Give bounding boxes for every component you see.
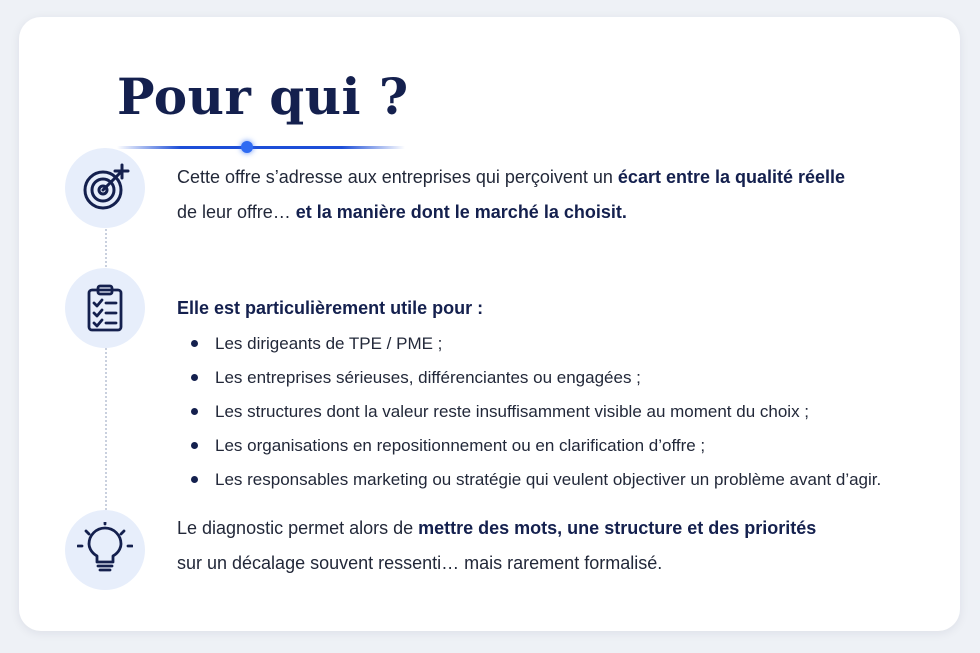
lightbulb-icon — [77, 522, 133, 578]
intro-text-2: de leur offre… — [177, 202, 296, 222]
intro-paragraph — [177, 160, 937, 230]
list-item — [189, 361, 881, 395]
bullet-dot — [191, 408, 198, 415]
list-item-text: Les responsables marketing ou stratégie qui veulent objectiver un problème avant d’agir. — [215, 470, 882, 489]
conclusion-paragraph — [177, 511, 937, 581]
list-item-text: Les organisations en repositionnement ou en clarification d’offre ; — [215, 436, 706, 455]
conclusion-text-2: sur un décalage souvent ressenti… mais rarement formalisé. — [177, 553, 663, 573]
list-item-text: Les dirigeants de TPE / PME ; — [215, 334, 443, 353]
bullet-dot — [191, 340, 198, 347]
list-item — [189, 429, 881, 463]
bullet-dot — [191, 476, 198, 483]
list-item-text: Les structures dont la valeur reste insuffisamment visible au moment du choix ; — [215, 402, 810, 421]
connector-line-2 — [105, 348, 107, 510]
list-item-text: Les entreprises sérieuses, différenciantes ou engagées ; — [215, 368, 641, 387]
title-underline-dot — [241, 141, 253, 153]
audience-list — [189, 327, 881, 497]
intro-text-1: Cette offre s’adresse aux entreprises qui perçoivent un — [177, 167, 618, 187]
list-item — [189, 395, 881, 429]
content-card — [19, 17, 960, 631]
clipboard-icon-badge — [65, 268, 145, 348]
list-item — [189, 463, 881, 497]
conclusion-text-1: Le diagnostic permet alors de — [177, 518, 419, 538]
intro-highlight-1: écart entre la qualité réelle — [617, 167, 846, 187]
audience-heading: Elle est particulièrement utile pour : — [177, 298, 484, 318]
intro-highlight-2: et la manière dont le marché la choisit. — [295, 202, 627, 222]
page-title: Pour qui ? — [117, 67, 409, 126]
lightbulb-icon-badge — [65, 510, 145, 590]
bullet-dot — [191, 374, 198, 381]
target-icon — [79, 162, 131, 214]
clipboard-checklist-icon — [83, 283, 127, 333]
list-item — [189, 327, 881, 361]
title-underline — [117, 146, 405, 149]
bullet-dot — [191, 442, 198, 449]
conclusion-highlight: mettre des mots, une structure et des priorités — [418, 518, 817, 538]
target-icon-badge — [65, 148, 145, 228]
